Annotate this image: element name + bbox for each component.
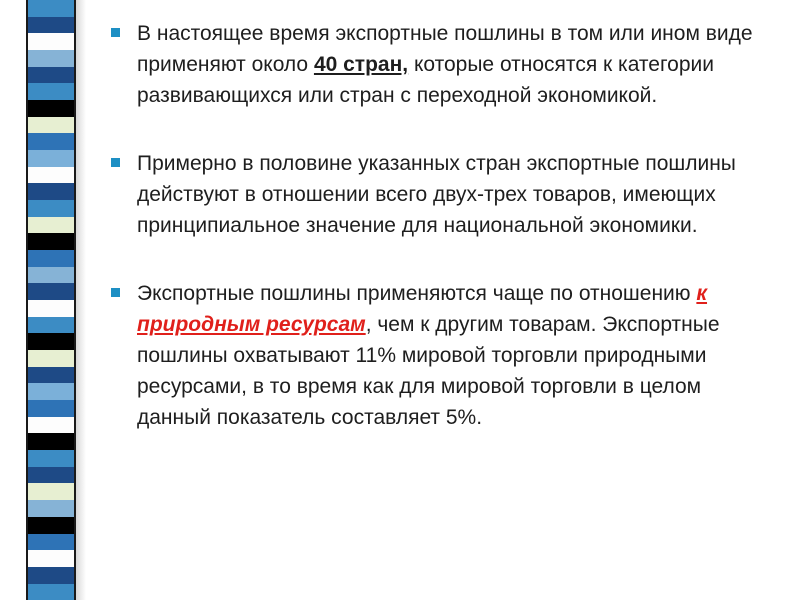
decorative-stripe (28, 500, 74, 517)
decorative-stripe (28, 450, 74, 467)
decorative-stripe (28, 317, 74, 334)
decorative-stripe (28, 50, 74, 67)
decorative-stripe (28, 367, 74, 384)
square-bullet-icon (111, 288, 120, 297)
highlight-natural-resources: к природным ресурсам (137, 282, 708, 336)
bullet-text: Примерно в половине указанных стран экспортные пошлины действуют в отношении всего двух-трех товаров, имеющих принципиальное значение для национальной экономики. (137, 152, 736, 237)
decorative-stripe (28, 183, 74, 200)
decorative-stripe (28, 83, 74, 100)
decorative-stripe-band (26, 0, 76, 600)
decorative-stripe (28, 517, 74, 534)
decorative-stripe (28, 233, 74, 250)
decorative-stripe (28, 483, 74, 500)
highlight-country-count: 40 стран, (313, 53, 409, 76)
bullet-item-natural-resources (110, 278, 780, 433)
decorative-stripe (28, 400, 74, 417)
bullet-text-part: , чем к другим товарам. Экспортные пошлины охватывают 11% мировой торговли природными ресурсами, в то время как для мировой торговли в целом данный показатель составляет 5%. (137, 313, 720, 429)
decorative-stripe (28, 417, 74, 434)
decorative-stripe (28, 300, 74, 317)
square-bullet-icon (111, 158, 120, 167)
stripe-shadow (76, 0, 86, 600)
bullet-text-part: В настоящее время экспортные пошлины в том или ином виде применяют около (137, 22, 753, 76)
decorative-stripe (28, 283, 74, 300)
decorative-stripe (28, 350, 74, 367)
decorative-stripe (28, 17, 74, 34)
decorative-stripe (28, 567, 74, 584)
bullet-item-half-of-countries (110, 148, 780, 241)
decorative-stripe (28, 200, 74, 217)
decorative-stripe (28, 33, 74, 50)
bullet-text-part: которые относятся к категории развивающихся или стран с переходной экономикой. (137, 53, 714, 107)
decorative-stripe (28, 117, 74, 134)
square-bullet-icon (111, 28, 120, 37)
decorative-stripe (28, 534, 74, 551)
decorative-stripe (28, 250, 74, 267)
decorative-stripe (28, 133, 74, 150)
decorative-stripe (28, 150, 74, 167)
decorative-stripe (28, 550, 74, 567)
bullet-text-part: Экспортные пошлины применяются чаще по отношению (137, 282, 697, 305)
decorative-stripe (28, 383, 74, 400)
slide-content (110, 18, 780, 433)
decorative-stripe (28, 0, 74, 17)
decorative-stripe (28, 167, 74, 184)
decorative-stripe (28, 584, 74, 600)
decorative-stripe (28, 433, 74, 450)
bullet-item-export-duties-countries (110, 18, 780, 111)
decorative-stripe (28, 67, 74, 84)
decorative-stripe (28, 467, 74, 484)
decorative-stripe (28, 333, 74, 350)
bullet-text (137, 22, 753, 107)
bullet-text (137, 282, 720, 429)
decorative-stripe (28, 100, 74, 117)
decorative-stripe (28, 267, 74, 284)
decorative-stripe (28, 217, 74, 234)
